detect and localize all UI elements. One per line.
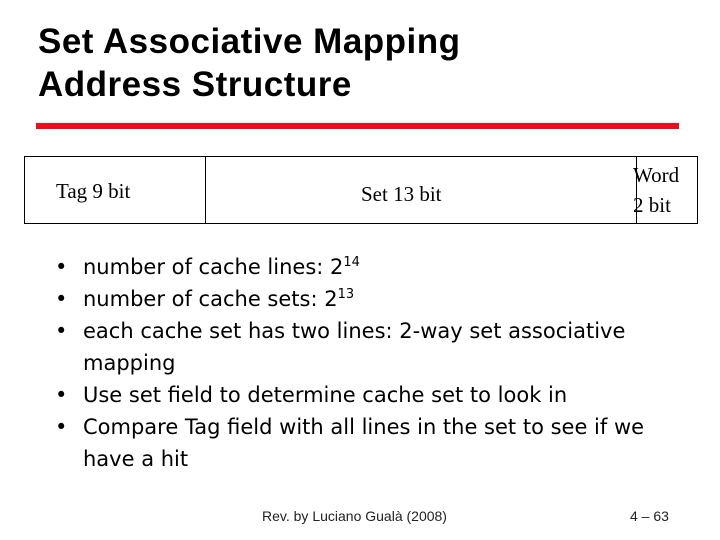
slide-title [38,20,461,106]
tag-field-label: Tag 9 bit [56,179,131,203]
title-line-2: Address Structure [38,65,352,104]
exponent: 14 [343,255,360,270]
set-field [206,157,637,223]
bullet-cache-sets: • number of cache sets: $2^{13}$ [55,283,695,315]
footer-credit: Rev. by Luciano Gualà (2008) [262,508,447,524]
page-number: 4 – 63 [630,508,669,524]
set-field-label: Set 13 bit [361,182,442,206]
tag-field [25,157,206,223]
word-field-label-line1: Word [633,163,680,187]
bullet-list [55,251,695,475]
address-structure-table [24,156,698,224]
word-field-label-line2: 2 bit [633,193,671,217]
bullet-compare-tag: • Compare Tag field with all lines in the set to see if we have a hit [55,411,695,475]
word-field [633,157,697,223]
exponent: 13 [337,287,355,302]
title-underline [36,123,679,129]
bullet-two-way: • each cache set has two lines: 2-way set associative mapping [55,315,695,379]
title-line-1: Set Associative Mapping [38,22,461,61]
bullet-cache-lines: • number of cache lines: $2^{14}$ [55,251,695,283]
bullet-set-field: • Use set field to determine cache set to look in [55,379,695,411]
